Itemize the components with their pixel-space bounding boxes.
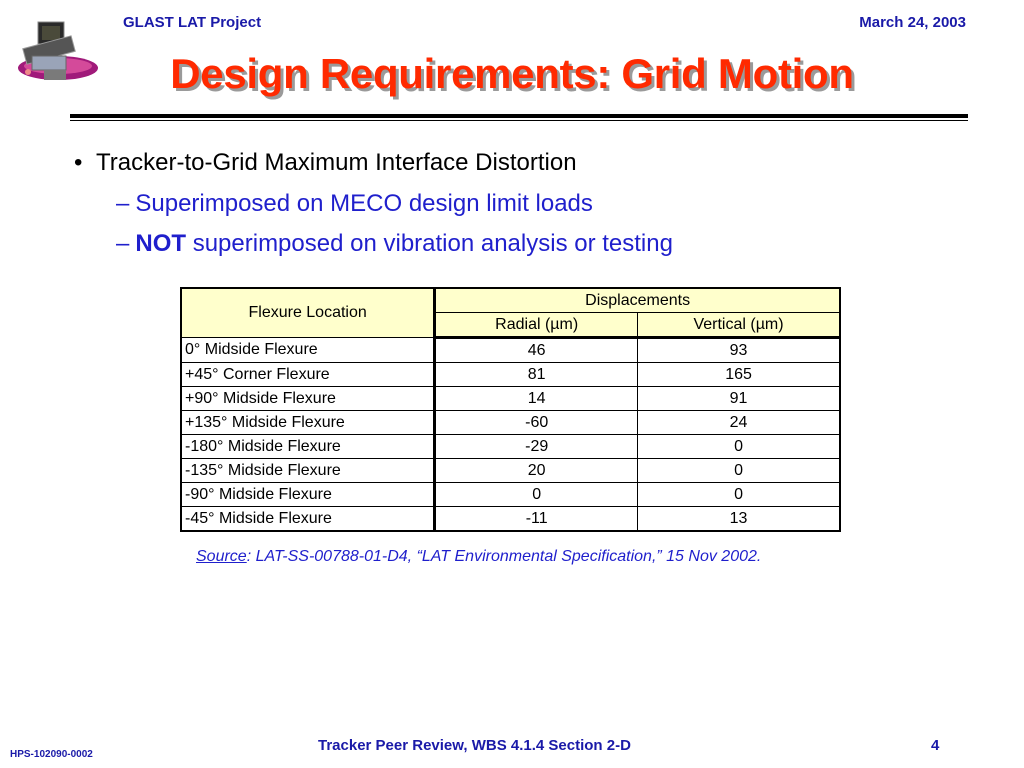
table-row bbox=[181, 387, 840, 411]
dash-icon: – bbox=[116, 230, 130, 257]
table-row bbox=[181, 363, 840, 387]
cell-radial: 20 bbox=[435, 459, 638, 483]
table-row bbox=[181, 338, 840, 363]
project-name: GLAST LAT Project bbox=[123, 14, 262, 31]
cell-radial: 81 bbox=[435, 363, 638, 387]
sub-bullet-1 bbox=[116, 190, 593, 218]
cell-location: 0° Midside Flexure bbox=[181, 338, 435, 363]
cell-vertical: 24 bbox=[638, 411, 840, 435]
bullet-dot-icon: • bbox=[74, 149, 83, 176]
table-row bbox=[181, 507, 840, 532]
cell-vertical: 0 bbox=[638, 483, 840, 507]
cell-location: +90° Midside Flexure bbox=[181, 387, 435, 411]
cell-vertical: 0 bbox=[638, 459, 840, 483]
header-vertical: Vertical (µm) bbox=[638, 313, 840, 338]
cell-location: -45° Midside Flexure bbox=[181, 507, 435, 532]
table-row bbox=[181, 459, 840, 483]
cell-location: +135° Midside Flexure bbox=[181, 411, 435, 435]
cell-radial: 14 bbox=[435, 387, 638, 411]
main-bullet bbox=[74, 149, 577, 177]
slide-title: Design Requirements: Grid Motion bbox=[170, 50, 854, 97]
sub-bullet-2-emphasis: NOT bbox=[135, 230, 187, 257]
source-label: Source bbox=[196, 548, 247, 565]
dash-icon: – bbox=[116, 190, 130, 217]
cell-location: -90° Midside Flexure bbox=[181, 483, 435, 507]
cell-location: -135° Midside Flexure bbox=[181, 459, 435, 483]
cell-vertical: 91 bbox=[638, 387, 840, 411]
cell-radial: -11 bbox=[435, 507, 638, 532]
table-row bbox=[181, 435, 840, 459]
cell-vertical: 13 bbox=[638, 507, 840, 532]
cell-radial: -29 bbox=[435, 435, 638, 459]
cell-radial: 0 bbox=[435, 483, 638, 507]
header-radial: Radial (µm) bbox=[435, 313, 638, 338]
title-rule-thin bbox=[70, 120, 968, 121]
table-row bbox=[181, 483, 840, 507]
sub-bullet-1-text: Superimposed on MECO design limit loads bbox=[135, 190, 593, 217]
displacement-table bbox=[180, 287, 841, 532]
cell-radial: -60 bbox=[435, 411, 638, 435]
table-row bbox=[181, 411, 840, 435]
header-flexure-location: Flexure Location bbox=[181, 288, 435, 338]
presentation-date: March 24, 2003 bbox=[859, 14, 966, 31]
main-bullet-text: Tracker-to-Grid Maximum Interface Distortion bbox=[96, 149, 577, 176]
cell-radial: 46 bbox=[435, 338, 638, 363]
header-displacements: Displacements bbox=[435, 288, 840, 313]
cell-location: +45° Corner Flexure bbox=[181, 363, 435, 387]
cell-location: -180° Midside Flexure bbox=[181, 435, 435, 459]
cell-vertical: 93 bbox=[638, 338, 840, 363]
sub-bullet-2-text: superimposed on vibration analysis or testing bbox=[186, 230, 673, 257]
footer-title: Tracker Peer Review, WBS 4.1.4 Section 2-D bbox=[318, 737, 631, 754]
cell-vertical: 0 bbox=[638, 435, 840, 459]
source-citation bbox=[196, 548, 761, 566]
title-rule-thick bbox=[70, 114, 968, 118]
source-text: : LAT-SS-00788-01-D4, “LAT Environmental Specification,” 15 Nov 2002. bbox=[246, 548, 762, 565]
cell-vertical: 165 bbox=[638, 363, 840, 387]
page-number: 4 bbox=[931, 737, 940, 754]
document-id: HPS-102090-0002 bbox=[10, 749, 93, 760]
sub-bullet-2 bbox=[116, 230, 673, 258]
